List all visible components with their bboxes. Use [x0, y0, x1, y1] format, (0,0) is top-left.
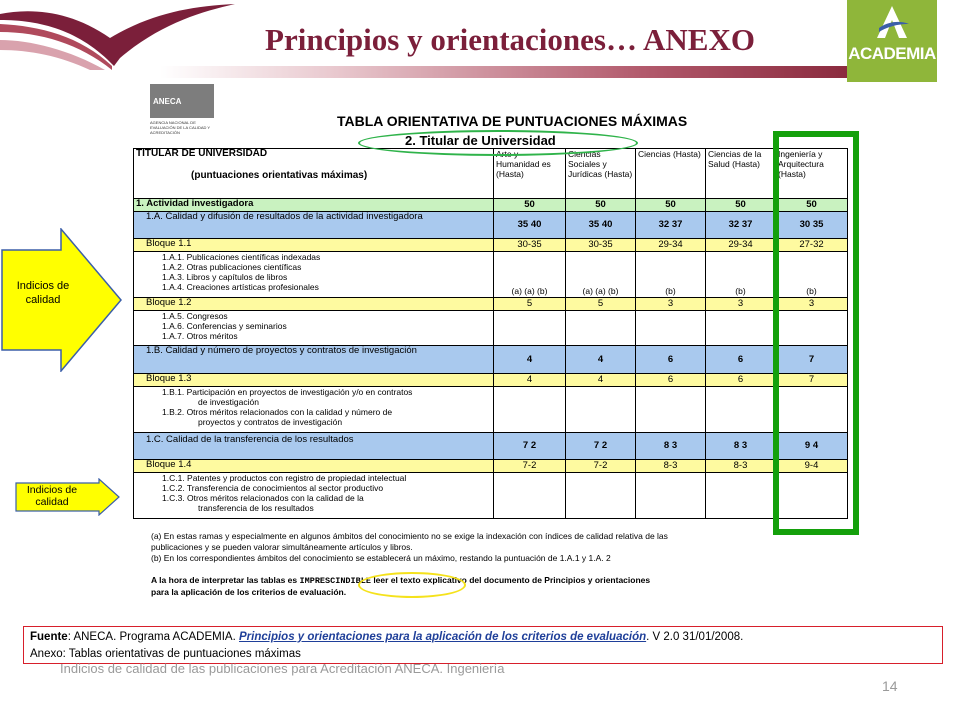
- indicios-label-bottom: Indicios de calidad: [26, 484, 78, 508]
- table-row: 1.B. Calidad y número de proyectos y contratos de investigación 4 4 6 6 7: [134, 346, 848, 374]
- academia-logo-text: ACADEMIA: [848, 44, 936, 63]
- table-header-left: TITULAR DE UNIVERSIDAD (puntuaciones orientativas máximas): [134, 149, 494, 199]
- highlight-oval-imprescindible: [358, 572, 466, 598]
- table-row: 1.B.1. Participación en proyectos de investigación y/o en contratos de investigación 1.B.2. Otros méritos relacionados con la calidad y número de proyectos y contratos de investigación: [134, 387, 848, 433]
- table-row: 1. Actividad investigadora 50 50 50 50 50: [134, 199, 848, 212]
- highlight-oval-titular: [358, 130, 638, 156]
- table-row: 1.A. Calidad y difusión de resultados de la actividad investigadora 35 40 35 40 32 37 32 37 30 35: [134, 212, 848, 239]
- table-row: Bloque 1.1 30-35 30-35 29-34 29-34 27-32: [134, 239, 848, 252]
- table-row: 1.A.5. Congresos 1.A.6. Conferencias y seminarios 1.A.7. Otros méritos: [134, 311, 848, 346]
- column-header: Ciencias Sociales y Jurídicas (Hasta): [566, 149, 636, 199]
- column-header: Ciencias (Hasta): [636, 149, 706, 199]
- page-number: 14: [882, 678, 898, 694]
- title-underline-bar: [160, 66, 850, 78]
- column-header: Ciencias de la Salud (Hasta): [706, 149, 776, 199]
- indicios-label-top: Indicios de calidad: [16, 280, 70, 306]
- imprescindible-note: A la hora de interpretar las tablas es IMPRESCINDIBLE leer el texto explicativo del documento de Principios y orientaciones para la aplicación de los criterios de evaluación.: [151, 575, 651, 597]
- table-row: 1.C.1. Patentes y productos con registro de propiedad intelectual 1.C.2. Transferencia de conocimientos al sector productivo 1.C.3. Otros méritos relacionados con la calidad de la transferencia de los resultados: [134, 473, 848, 519]
- aneca-logo: [150, 84, 214, 118]
- table-row: 1.C. Calidad de la transferencia de los resultados 7 2 7 2 8 3 8 3 9 4: [134, 433, 848, 460]
- scores-table: [133, 148, 847, 529]
- highlight-column-ingenieria: [773, 131, 859, 535]
- table-row: 1.A.1. Publicaciones científicas indexadas 1.A.2. Otras publicaciones científicas 1.A.3. Libros y capítulos de libros 1.A.4. Creaciones artísticas profesionales (a) (a) (b) (a) (a) (b) (b) (b) (b): [134, 252, 848, 298]
- source-link[interactable]: Principios y orientaciones para la aplicación de los criterios de evaluación: [239, 631, 647, 643]
- table-row: Bloque 1.4 7-2 7-2 8-3 8-3 9-4: [134, 460, 848, 473]
- document-main-title: TABLA ORIENTATIVA DE PUNTUACIONES MÁXIMAS: [337, 113, 688, 129]
- column-header: Arte y Humanidad es (Hasta): [494, 149, 566, 199]
- aneca-logo-text: ANECA: [153, 97, 182, 106]
- source-citation-box: Fuente: ANECA. Programa ACADEMIA. Principios y orientaciones para la aplicación de los criterios de evaluación. V 2.0 31/01/2008. Anexo: Tablas orientativas de puntuaciones máximas: [23, 626, 943, 664]
- column-header: Ingeniería y Arquitectura (Hasta): [776, 149, 848, 199]
- footer-text: Indicios de calidad de las publicaciones para Acreditación ANECA. Ingeniería: [60, 661, 505, 676]
- table-footnotes: (a) En estas ramas y especialmente en algunos ámbitos del conocimiento no se exige la indexación con índices de calidad relativa de las publicaciones y se pueden valorar simultáneamente artículos y libros. (b) En los correspondientes ámbitos del conocimiento se establecerá un máximo, restando la puntuación de 1.A.1 y 1.A. 2: [151, 531, 668, 563]
- slide-title: Principios y orientaciones… ANEXO: [265, 22, 755, 57]
- document-sub-title: 2. Titular de Universidad: [405, 133, 556, 148]
- academia-a-icon: [871, 4, 913, 40]
- aneca-agency-name: AGENCIA NACIONAL DE EVALUACIÓN DE LA CALIDAD Y ACREDITACIÓN: [150, 120, 211, 135]
- table-row: Bloque 1.3 4 4 6 6 7: [134, 374, 848, 387]
- academia-logo: [847, 0, 937, 82]
- table-row: Bloque 1.2 5 5 3 3 3: [134, 298, 848, 311]
- aneca-table-document: [137, 84, 847, 609]
